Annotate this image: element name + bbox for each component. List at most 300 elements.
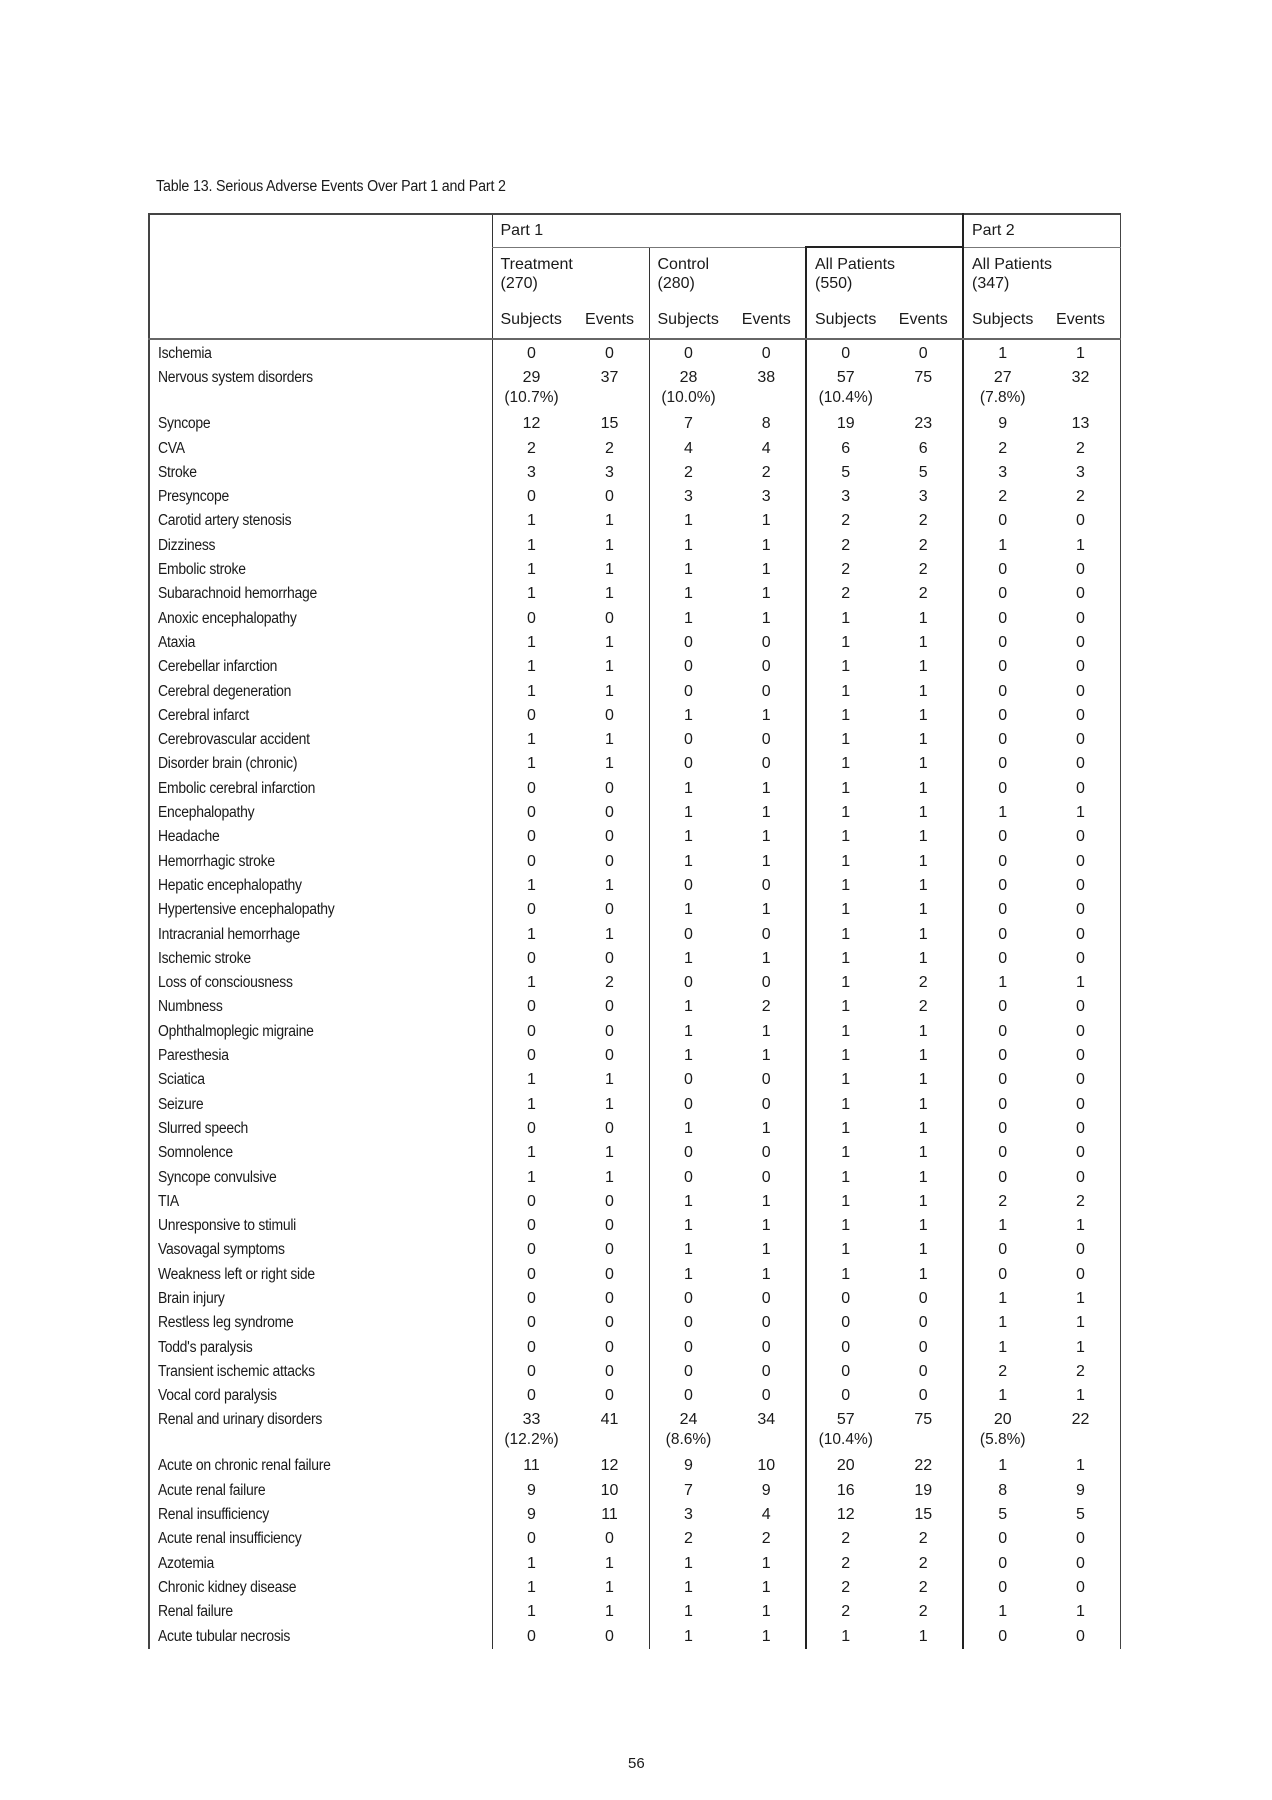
cell-value: 0: [605, 1338, 614, 1356]
table-row: [149, 777, 1120, 801]
cell-value: 0: [761, 1289, 771, 1307]
subjects-cell: [649, 1117, 728, 1141]
events-cell: [1042, 1360, 1121, 1384]
cell-value: 2: [841, 1578, 851, 1596]
table-row: [149, 582, 1120, 606]
events-cell: [885, 1020, 964, 1044]
cell-value: 57: [836, 1411, 855, 1429]
table-row: [149, 801, 1120, 825]
row-label-text: Numbness: [158, 998, 223, 1016]
cell-value: 75: [914, 369, 933, 387]
events-cell: [728, 1141, 807, 1165]
cell-value: 1: [684, 561, 693, 579]
table-row: [149, 1068, 1120, 1092]
events-cell: [571, 923, 650, 947]
events-cell: [571, 1336, 650, 1360]
subjects-cell: [649, 1287, 728, 1311]
cell-value: 13: [1071, 415, 1090, 433]
events-cell: [885, 1576, 964, 1600]
events-cell: [885, 777, 964, 801]
subjects-cell: [963, 1190, 1042, 1214]
cell-value: 1: [918, 706, 928, 724]
cell-value: 1: [841, 925, 851, 943]
events-cell: [1042, 777, 1121, 801]
table-row: [149, 1384, 1120, 1408]
cell-value: 8: [998, 1481, 1008, 1499]
subjects-cell: [649, 825, 728, 849]
cell-value: 1: [841, 804, 851, 822]
events-cell: [885, 850, 964, 874]
cell-value: 0: [605, 804, 614, 822]
subjects-cell: [492, 1336, 571, 1360]
row-label: [149, 1552, 492, 1576]
events-cell: [885, 1214, 964, 1238]
events-cell: [885, 825, 964, 849]
events-cell: [885, 1044, 964, 1068]
row-label-text: Sciatica: [158, 1071, 205, 1089]
events-cell: [885, 1093, 964, 1117]
cell-value: 0: [761, 658, 771, 676]
cell-value: 0: [527, 1241, 536, 1259]
events-cell: [571, 680, 650, 704]
subjects-cell: [649, 1552, 728, 1576]
cell-value: 0: [684, 1338, 693, 1356]
subjects-cell: [963, 1263, 1042, 1287]
events-cell: [885, 1479, 964, 1503]
subjects-cell: [649, 752, 728, 776]
cell-value: 0: [761, 755, 771, 773]
events-cell: [728, 1408, 807, 1454]
cell-value: 1: [841, 682, 851, 700]
table-row: [149, 1263, 1120, 1287]
subjects-cell: [649, 850, 728, 874]
subjects-cell: [806, 366, 885, 412]
cell-value: 1: [841, 1217, 851, 1235]
cell-value: 2: [841, 512, 851, 530]
cell-value: 4: [761, 439, 771, 457]
percentage-value: (7.8%): [979, 389, 1026, 407]
events-cell: [728, 339, 807, 366]
cell-value: 1: [841, 901, 851, 919]
row-label: [149, 923, 492, 947]
cell-value: 1: [918, 828, 928, 846]
cell-value: 0: [998, 585, 1008, 603]
events-cell: [728, 461, 807, 485]
cell-value: 2: [605, 439, 614, 457]
percentage-value: (10.4%): [818, 1431, 873, 1449]
row-label: [149, 461, 492, 485]
row-label: [149, 1093, 492, 1117]
row-label-text: Brain injury: [158, 1289, 225, 1307]
table-row: [149, 1020, 1120, 1044]
subjects-cell: [806, 777, 885, 801]
subjects-cell: [806, 1552, 885, 1576]
cell-value: 1: [605, 755, 614, 773]
cell-value: 1: [998, 804, 1008, 822]
cell-value: 1: [1076, 804, 1085, 822]
cell-value: 0: [918, 1362, 928, 1380]
events-cell: [571, 1576, 650, 1600]
cell-value: 0: [761, 876, 771, 894]
cell-value: 1: [761, 1578, 771, 1596]
subjects-cell: [963, 1044, 1042, 1068]
table-row: [149, 947, 1120, 971]
events-cell: [885, 1336, 964, 1360]
serious-adverse-events-table: [148, 213, 1121, 1649]
cell-value: 0: [1076, 949, 1085, 967]
subjects-cell: [492, 655, 571, 679]
row-label-text: Cerebrovascular accident: [158, 731, 310, 749]
subjects-cell: [963, 1311, 1042, 1335]
subjects-cell: [963, 509, 1042, 533]
cell-value: 0: [998, 1119, 1008, 1137]
cell-value: 1: [761, 1047, 771, 1065]
table-row: [149, 1503, 1120, 1527]
events-cell: [1042, 1576, 1121, 1600]
subjects-cell: [492, 1068, 571, 1092]
subjects-cell: [649, 607, 728, 631]
subjects-cell: [963, 1527, 1042, 1551]
page-number: 56: [628, 1755, 645, 1772]
events-cell: [571, 1117, 650, 1141]
events-cell: [728, 1311, 807, 1335]
cell-value: 0: [1076, 658, 1085, 676]
cell-value: 1: [918, 1047, 928, 1065]
events-cell: [728, 366, 807, 412]
cell-value: 2: [1076, 1362, 1085, 1380]
cell-value: 38: [757, 369, 776, 387]
row-label-text: Acute on chronic renal failure: [158, 1457, 331, 1475]
events-cell: [885, 971, 964, 995]
events-cell: [571, 1454, 650, 1478]
row-label: [149, 607, 492, 631]
events-cell: [1042, 995, 1121, 1019]
cell-value: 7: [684, 415, 693, 433]
events-cell: [571, 971, 650, 995]
cell-value: 0: [605, 706, 614, 724]
events-cell: [571, 1166, 650, 1190]
cell-value: 1: [527, 925, 536, 943]
subjects-cell: [963, 558, 1042, 582]
cell-value: 0: [761, 1144, 771, 1162]
events-cell: [1042, 1117, 1121, 1141]
cell-value: 75: [914, 1411, 933, 1429]
cell-value: 0: [605, 1289, 614, 1307]
cell-value: 0: [918, 1387, 928, 1405]
row-label: [149, 558, 492, 582]
cell-value: 15: [600, 415, 619, 433]
subjects-cell: [492, 995, 571, 1019]
cell-value: 1: [527, 512, 536, 530]
table-row: [149, 1600, 1120, 1624]
cell-value: 1: [761, 1217, 771, 1235]
cell-value: 0: [684, 1095, 693, 1113]
cell-value: 0: [527, 1387, 536, 1405]
cell-value: 1: [1076, 1217, 1085, 1235]
cell-value: 0: [684, 876, 693, 894]
subjects-cell: [963, 1454, 1042, 1478]
subjects-cell: [806, 1263, 885, 1287]
subjects-cell: [492, 947, 571, 971]
subjects-header: Subjects: [492, 305, 571, 339]
cell-value: 19: [914, 1481, 933, 1499]
cell-value: 0: [684, 658, 693, 676]
cell-value: 2: [841, 585, 851, 603]
cell-value: 0: [605, 1627, 614, 1645]
subjects-cell: [492, 923, 571, 947]
cell-value: 0: [761, 974, 771, 992]
events-cell: [885, 1238, 964, 1262]
row-label-text: Slurred speech: [158, 1119, 249, 1137]
subjects-cell: [649, 1503, 728, 1527]
cell-value: 1: [605, 731, 614, 749]
subjects-cell: [806, 1214, 885, 1238]
percentage-value: (10.0%): [661, 389, 716, 407]
cell-value: 8: [761, 415, 771, 433]
cell-value: 0: [605, 949, 614, 967]
subjects-cell: [806, 680, 885, 704]
subjects-cell: [963, 655, 1042, 679]
cell-value: 1: [761, 779, 771, 797]
subjects-cell: [806, 558, 885, 582]
events-cell: [571, 704, 650, 728]
events-cell: [1042, 1238, 1121, 1262]
cell-value: 1: [761, 1022, 771, 1040]
row-label-text: Dizziness: [158, 536, 216, 554]
events-header: Events: [885, 305, 964, 339]
events-cell: [885, 995, 964, 1019]
events-cell: [571, 1214, 650, 1238]
row-label: [149, 655, 492, 679]
table-row: [149, 437, 1120, 461]
subjects-cell: [492, 1044, 571, 1068]
subjects-cell: [649, 1068, 728, 1092]
subjects-cell: [492, 1408, 571, 1454]
cell-value: 6: [918, 439, 928, 457]
row-label-text: Presyncope: [158, 488, 229, 506]
table-row: [149, 874, 1120, 898]
cell-value: 4: [684, 439, 693, 457]
subjects-cell: [492, 1576, 571, 1600]
subjects-cell: [492, 1625, 571, 1649]
subjects-cell: [492, 1020, 571, 1044]
group-n: (347): [972, 274, 1010, 292]
cell-value: 0: [527, 1265, 536, 1283]
subjects-cell: [649, 1311, 728, 1335]
cell-value: 1: [1076, 1338, 1085, 1356]
subjects-cell: [806, 1093, 885, 1117]
cell-value: 1: [841, 949, 851, 967]
cell-value: 1: [918, 1265, 928, 1283]
subjects-cell: [649, 1336, 728, 1360]
cell-value: 1: [527, 1071, 536, 1089]
subjects-cell: [806, 971, 885, 995]
cell-value: 1: [605, 876, 614, 894]
cell-value: 0: [761, 1314, 771, 1332]
events-cell: [885, 1287, 964, 1311]
subjects-cell: [492, 1454, 571, 1478]
cell-value: 1: [527, 561, 536, 579]
subjects-cell: [963, 680, 1042, 704]
cell-value: 0: [1076, 1530, 1085, 1548]
table-row: [149, 704, 1120, 728]
events-cell: [728, 1020, 807, 1044]
events-cell: [571, 1068, 650, 1092]
group-name: Control: [657, 255, 710, 273]
events-cell: [1042, 1141, 1121, 1165]
cell-value: 3: [761, 488, 771, 506]
table-row: [149, 1190, 1120, 1214]
events-cell: [571, 728, 650, 752]
row-label-text: TIA: [158, 1192, 179, 1210]
subjects-cell: [963, 1166, 1042, 1190]
subjects-cell: [492, 1238, 571, 1262]
cell-value: 1: [918, 925, 928, 943]
subjects-cell: [492, 1141, 571, 1165]
cell-value: 22: [914, 1457, 933, 1475]
cell-value: 2: [527, 439, 536, 457]
events-cell: [728, 1576, 807, 1600]
cell-value: 1: [918, 1144, 928, 1162]
cell-value: 1: [605, 1603, 614, 1621]
subjects-cell: [963, 1287, 1042, 1311]
cell-value: 0: [605, 1119, 614, 1137]
cell-value: 0: [684, 682, 693, 700]
subjects-cell: [492, 366, 571, 412]
group-name: Treatment: [500, 255, 573, 273]
events-cell: [571, 1479, 650, 1503]
cell-value: 0: [761, 682, 771, 700]
cell-value: 0: [1076, 852, 1085, 870]
cell-value: 0: [684, 925, 693, 943]
cell-value: 1: [527, 1095, 536, 1113]
subjects-cell: [806, 1479, 885, 1503]
events-cell: [571, 1527, 650, 1551]
events-cell: [1042, 1600, 1121, 1624]
subjects-cell: [806, 1117, 885, 1141]
row-label: [149, 1479, 492, 1503]
row-label-text: Cerebellar infarction: [158, 658, 278, 676]
cell-value: 2: [1076, 1192, 1085, 1210]
cell-value: 1: [605, 1095, 614, 1113]
events-cell: [1042, 339, 1121, 366]
cell-value: 5: [841, 463, 851, 481]
table-row: [149, 607, 1120, 631]
events-cell: [571, 1093, 650, 1117]
cell-value: 2: [761, 1530, 771, 1548]
events-cell: [1042, 655, 1121, 679]
events-cell: [728, 704, 807, 728]
subjects-cell: [649, 582, 728, 606]
events-cell: [885, 655, 964, 679]
subjects-cell: [649, 704, 728, 728]
subjects-cell: [963, 1336, 1042, 1360]
subjects-cell: [649, 412, 728, 436]
events-cell: [571, 898, 650, 922]
cell-value: 2: [761, 998, 771, 1016]
events-cell: [885, 704, 964, 728]
events-cell: [1042, 412, 1121, 436]
table-row: [149, 1044, 1120, 1068]
row-label-text: Somnolence: [158, 1144, 233, 1162]
cell-value: 1: [841, 1144, 851, 1162]
cell-value: 1: [761, 609, 771, 627]
row-label: [149, 874, 492, 898]
subjects-cell: [806, 631, 885, 655]
row-label-text: Carotid artery stenosis: [158, 512, 292, 530]
subjects-cell: [806, 752, 885, 776]
cell-value: 0: [761, 1338, 771, 1356]
cell-value: 1: [841, 1241, 851, 1259]
subjects-cell: [806, 339, 885, 366]
table-row: [149, 339, 1120, 366]
events-cell: [728, 1527, 807, 1551]
subjects-cell: [963, 485, 1042, 509]
row-label-text: Ataxia: [158, 633, 196, 651]
cell-value: 34: [757, 1411, 776, 1429]
cell-value: 0: [761, 1168, 771, 1186]
row-label-text: Subarachnoid hemorrhage: [158, 585, 317, 603]
cell-value: 0: [1076, 925, 1085, 943]
subjects-cell: [492, 1503, 571, 1527]
subjects-cell: [492, 461, 571, 485]
subjects-cell: [492, 607, 571, 631]
cell-value: 0: [998, 1241, 1008, 1259]
events-cell: [728, 1552, 807, 1576]
row-label-text: Unresponsive to stimuli: [158, 1217, 297, 1235]
subjects-cell: [806, 412, 885, 436]
subjects-header: Subjects: [649, 305, 728, 339]
events-cell: [571, 509, 650, 533]
cell-value: 1: [998, 1289, 1008, 1307]
subjects-cell: [963, 801, 1042, 825]
cell-value: 20: [993, 1411, 1012, 1429]
cell-value: 1: [605, 1071, 614, 1089]
cell-value: 24: [679, 1411, 698, 1429]
subjects-cell: [649, 1360, 728, 1384]
cell-value: 1: [761, 1265, 771, 1283]
cell-value: 2: [918, 1603, 928, 1621]
row-label-text: Paresthesia: [158, 1047, 229, 1065]
table-header: [149, 214, 1120, 339]
cell-value: 0: [684, 345, 693, 362]
cell-value: 1: [527, 876, 536, 894]
cell-value: 1: [684, 828, 693, 846]
subjects-cell: [649, 1141, 728, 1165]
cell-value: 2: [918, 536, 928, 554]
cell-value: 1: [841, 1168, 851, 1186]
cell-value: 16: [836, 1481, 855, 1499]
subjects-cell: [806, 1068, 885, 1092]
subjects-cell: [963, 777, 1042, 801]
cell-value: 0: [841, 1362, 851, 1380]
cell-value: 0: [998, 1047, 1008, 1065]
cell-value: 1: [605, 512, 614, 530]
events-cell: [728, 1093, 807, 1117]
cell-value: 1: [761, 852, 771, 870]
subjects-cell: [963, 339, 1042, 366]
subjects-cell: [649, 971, 728, 995]
cell-value: 0: [684, 1144, 693, 1162]
cell-value: 1: [998, 974, 1008, 992]
cell-value: 1: [684, 998, 693, 1016]
subjects-cell: [649, 777, 728, 801]
events-cell: [885, 1552, 964, 1576]
subjects-cell: [963, 728, 1042, 752]
cell-value: 1: [605, 658, 614, 676]
events-cell: [571, 1287, 650, 1311]
cell-value: 0: [684, 1314, 693, 1332]
